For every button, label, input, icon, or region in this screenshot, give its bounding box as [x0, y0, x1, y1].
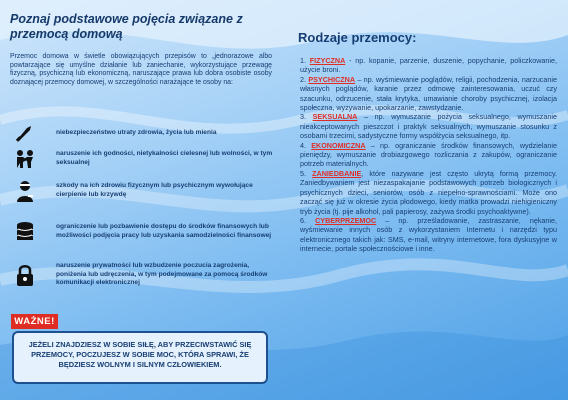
list-item	[300, 56, 557, 75]
consequence-text: naruszenie ich godności, nietykalności cielesnej lub wolności, w tym seksualnej	[56, 150, 273, 166]
consequence-item	[14, 122, 276, 144]
left-title: Poznaj podstawowe pojęcia związane z przemocą domową	[10, 12, 243, 41]
knife-icon	[14, 122, 36, 144]
item-number: 1.	[300, 56, 306, 65]
type-description: - np. kopanie, parzenie, duszenie, popychanie, policzkowanie, użycie broni.	[300, 56, 557, 75]
item-number: 3.	[300, 112, 306, 122]
consequence-text: naruszenie prywatności lub wzbudzenie poczucia zagrożenia, poniżenia lub udręczenia, w tym podejmowane za pomocą środków komunikacji elektronicznej	[56, 262, 268, 287]
consequence-item	[14, 148, 276, 170]
type-description: – np. prześladowanie, zastraszanie, nękanie, wyśmiewanie innych osób z wykorzystaniem Internetu i narzędzi typu elektronicznego takich jak: SMS, e-mail, witryny internetowe, fora dyskusyjne w internecie, portale społecznościowe i inne.	[300, 215, 557, 254]
type-description: – np. wyśmiewanie poglądów, religii, pochodzenia, narzucanie własnych poglądów, karanie przez odmowę zainteresowania, uczuć czy szacunku, odrzucenie, stała krytyka, umawianie choroby psychicznej, izolacja społeczna, wyzywanie, upokarzanie, zawstydzanie.	[300, 74, 557, 113]
injured-person-icon	[14, 180, 36, 202]
item-number: 5.	[300, 168, 306, 178]
consequence-item	[14, 221, 276, 243]
list-item	[300, 216, 557, 254]
intro-paragraph: Przemoc domowa w świetle obowiązujących przepisów to „jednorazowe albo powtarzające się umyślne działanie lub zaniechanie, wykorzystujące przewagę fizyczną, psychiczną lub ekonomiczną, naruszające prawa lub dobra osobiste osoby doznającej przemocy domowej, w szczególności narażające te osoby na:	[10, 53, 272, 86]
consequence-text: szkody na ich zdrowiu fizycznym lub psychicznym wywołujące cierpienie lub krzywdę	[56, 182, 253, 198]
type-description: – np. wymuszanie pożycia seksualnego, wymuszanie nieakceptowanych pieszczot i praktyk seksualnych, wymuszanie stosunku z osobami trzecimi, sadystyczne formy współżycia seksualnego, itp.	[300, 112, 557, 141]
list-item	[300, 169, 557, 216]
violence-types-list	[300, 56, 557, 254]
type-description: – np. ograniczanie środków finansowych, wydzielanie pieniędzy, wymuszanie drobiazgowego rozliczania z zakupów, ograniczanie potrzeb materialnych.	[300, 140, 557, 169]
fight-icon	[14, 148, 36, 170]
list-item	[300, 112, 557, 140]
item-number: 4.	[300, 140, 306, 150]
coins-icon	[14, 221, 36, 243]
type-keyword: FIZYCZNA	[309, 56, 346, 65]
type-keyword: EKONOMICZNA	[311, 140, 366, 150]
lock-icon	[14, 264, 36, 286]
consequence-item	[14, 180, 276, 202]
callout-box: JEŻELI ZNAJDZIESZ W SOBIE SIŁĘ, ABY PRZECIWSTAWIĆ SIĘ PRZEMOCY, POCZUJESZ W SOBIE MOC, KTÓRA SPRAWI, ŻE BĘDZIESZ WOLNYM I SILNYM CZŁOWIEKIEM.	[12, 331, 268, 384]
list-item	[300, 75, 557, 113]
consequence-text: ograniczenie lub pozbawienie dostępu do środków finansowych lub możliwości podjęcia pracy lub uzyskania samodzielności finansowej	[56, 223, 272, 239]
item-number: 2.	[300, 74, 306, 84]
list-item	[300, 141, 557, 169]
type-keyword: CYBERPRZEMOC	[315, 215, 377, 225]
type-description: , które nazywane jest często ukrytą formą przemocy. Zaniedbywaniem jest niezaspakajanie podstawowych potrzeb biologicznych i psychicznych dzieci, seniorów, osób z niepełno-sprawnościami. Może ono zacząć się już w okresie życia płodowego, kiedy matka prowadzi niehigieniczny tryb życia (tj. pije alkohol, pali papierosy, zażywa środki psychoaktywne).	[300, 168, 558, 216]
consequence-item	[14, 262, 276, 288]
type-keyword: SEKSUALNA	[312, 112, 358, 122]
type-keyword: PSYCHICZNA	[308, 74, 356, 84]
types-title: Rodzaje przemocy:	[298, 30, 417, 45]
important-badge: WAŻNE!	[11, 314, 58, 329]
item-number: 6.	[300, 215, 306, 225]
type-keyword: ZANIEDBANIE	[312, 168, 362, 178]
consequence-text: niebezpieczeństwo utraty zdrowia, życia lub mienia	[56, 128, 217, 136]
